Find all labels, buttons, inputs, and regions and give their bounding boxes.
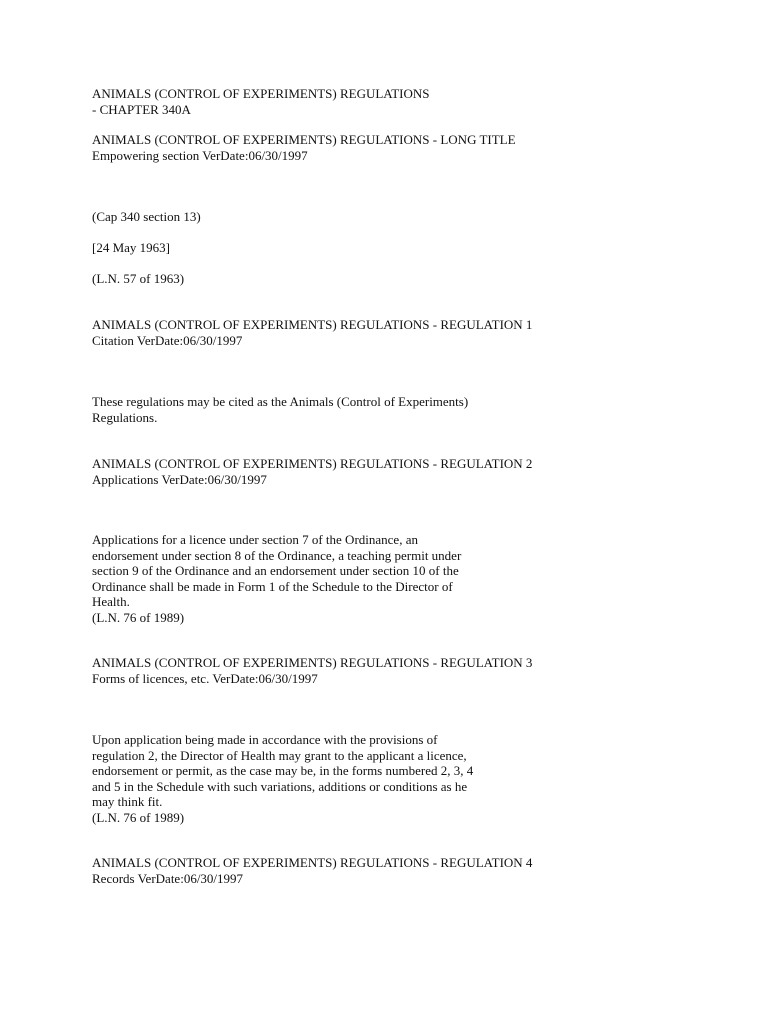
regulation-1-body [92,394,468,425]
body-line: Applications for a licence under section 7 of the Ordinance, an [92,532,418,547]
cap-reference: (Cap 340 section 13) [92,209,201,224]
body-line: (L.N. 76 of 1989) [92,609,185,625]
regulation-heading: ANIMALS (CONTROL OF EXPERIMENTS) REGULATIONS - REGULATION 4 [92,855,533,870]
regulation-heading: ANIMALS (CONTROL OF EXPERIMENTS) REGULATIONS - REGULATION 3 [92,655,533,670]
regulation-subheading: Applications VerDate:06/30/1997 [92,471,267,487]
long-title-heading-block [92,132,516,163]
body-line: and 5 in the Schedule with such variations, additions or conditions as he [92,778,468,794]
body-line: Ordinance shall be made in Form 1 of the Schedule to the Director of [92,578,453,594]
regulation-2-heading-block [92,456,532,487]
regulation-subheading: Citation VerDate:06/30/1997 [92,332,243,348]
regulation-subheading: Records VerDate:06/30/1997 [92,870,244,886]
body-line: regulation 2, the Director of Health may grant to the applicant a licence, [92,747,467,763]
body-line: endorsement under section 8 of the Ordinance, a teaching permit under [92,547,462,563]
chapter-title [92,86,430,117]
body-line: (L.N. 76 of 1989) [92,809,185,825]
body-line: section 9 of the Ordinance and an endorsement under section 10 of the [92,563,459,578]
regulation-heading: ANIMALS (CONTROL OF EXPERIMENTS) REGULATIONS - REGULATION 2 [92,456,533,471]
regulation-3-body [92,732,473,825]
regulation-2-body [92,532,461,625]
body-line: endorsement or permit, as the case may be, in the forms numbered 2, 3, 4 [92,763,474,778]
body-line: may think fit. [92,794,163,809]
long-title-heading: ANIMALS (CONTROL OF EXPERIMENTS) REGULATIONS - LONG TITLE [92,132,516,147]
regulation-heading: ANIMALS (CONTROL OF EXPERIMENTS) REGULATIONS - REGULATION 1 [92,317,533,332]
enactment-date: [24 May 1963] [92,240,170,255]
long-title-subheading: Empowering section VerDate:06/30/1997 [92,147,308,163]
body-line: Upon application being made in accordance with the provisions of [92,732,438,747]
body-line: Health. [92,594,130,609]
chapter-title-line-2: - CHAPTER 340A [92,101,191,117]
body-line: These regulations may be cited as the Animals (Control of Experiments) [92,394,469,409]
legal-notice-reference: (L.N. 57 of 1963) [92,271,185,286]
regulation-1-heading-block [92,317,532,348]
regulation-4-heading-block [92,855,532,886]
regulation-3-heading-block [92,655,532,686]
body-line: Regulations. [92,409,158,425]
chapter-title-line-1: ANIMALS (CONTROL OF EXPERIMENTS) REGULATIONS [92,86,430,101]
regulation-subheading: Forms of licences, etc. VerDate:06/30/1997 [92,670,318,686]
